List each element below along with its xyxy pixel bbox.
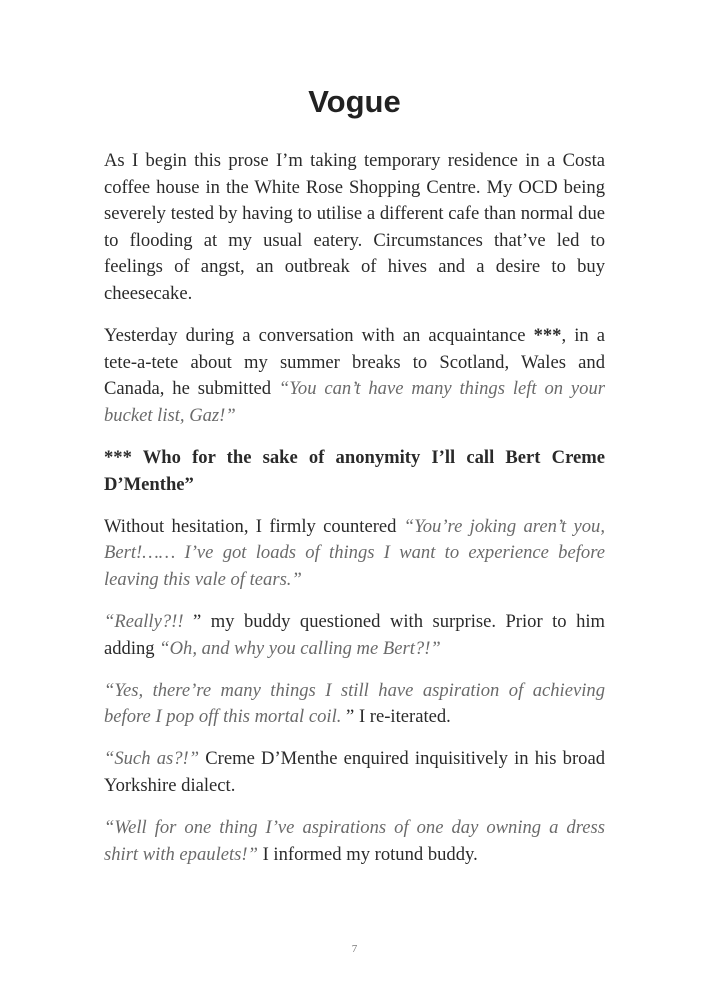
paragraph-6-text: ” I re-iterated.: [341, 706, 451, 728]
paragraph-2-text-1: Yesterday during a conversation with an acquaintance: [104, 325, 534, 347]
paragraph-6-quote: “Yes, there’re many things I still have aspiration of achieving before I pop off this mortal coil.: [104, 679, 605, 728]
paragraph-5-quote-2: “Oh, and why you calling me Bert?!”: [159, 637, 441, 659]
paragraph-1: As I begin this prose I’m taking temporary residence in a Costa coffee house in the White Rose Shopping Centre. My OCD being severely tested by having to utilise a different cafe than normal due to flooding at my usual eatery. Circumstances that’ve led to feelings of angst, an outbreak of hives and a desire to buy cheesecake.: [104, 150, 605, 304]
paragraph-8-quote: “Well for one thing I’ve aspirations of one day owning a dress shirt with epaulets!”: [104, 816, 605, 865]
paragraph-3-footnote: *** Who for the sake of anonymity I’ll call Bert Creme D’Menthe”: [104, 446, 605, 495]
paragraph-7: [104, 746, 605, 799]
page-title: Vogue: [308, 84, 401, 119]
paragraph-8: [104, 815, 605, 868]
paragraph-5: [104, 609, 605, 662]
body-text: [104, 148, 605, 884]
paragraph-5-quote-1: “Really?!!: [104, 610, 184, 632]
paragraph-2-text-2: , in a tete-a-tete about my summer breaks to Scotland, Wales and Canada, he submitted: [104, 325, 605, 400]
paragraph-5-text: ” my buddy questioned with surprise. Prior to him adding: [104, 610, 605, 659]
paragraph-6: [104, 678, 605, 731]
paragraph-4-quote: “You’re joking aren’t you, Bert!…… I’ve got loads of things I want to experience before leaving this vale of tears.”: [104, 515, 605, 590]
paragraph-2-quote: “You can’t have many things left on your bucket list, Gaz!”: [104, 378, 605, 426]
paragraph-2: [104, 323, 605, 429]
page-number: 7: [351, 943, 358, 955]
paragraph-4-text: Without hesitation, I firmly countered: [104, 515, 404, 537]
paragraph-2-asterisks: ***: [533, 325, 562, 347]
paragraph-7-text: Creme D’Menthe enquired inquisitively in his broad Yorkshire dialect.: [104, 748, 605, 796]
paragraph-4: [104, 514, 605, 594]
paragraph-7-quote: “Such as?!”: [104, 748, 200, 770]
paragraph-8-text: I informed my rotund buddy.: [257, 843, 478, 865]
